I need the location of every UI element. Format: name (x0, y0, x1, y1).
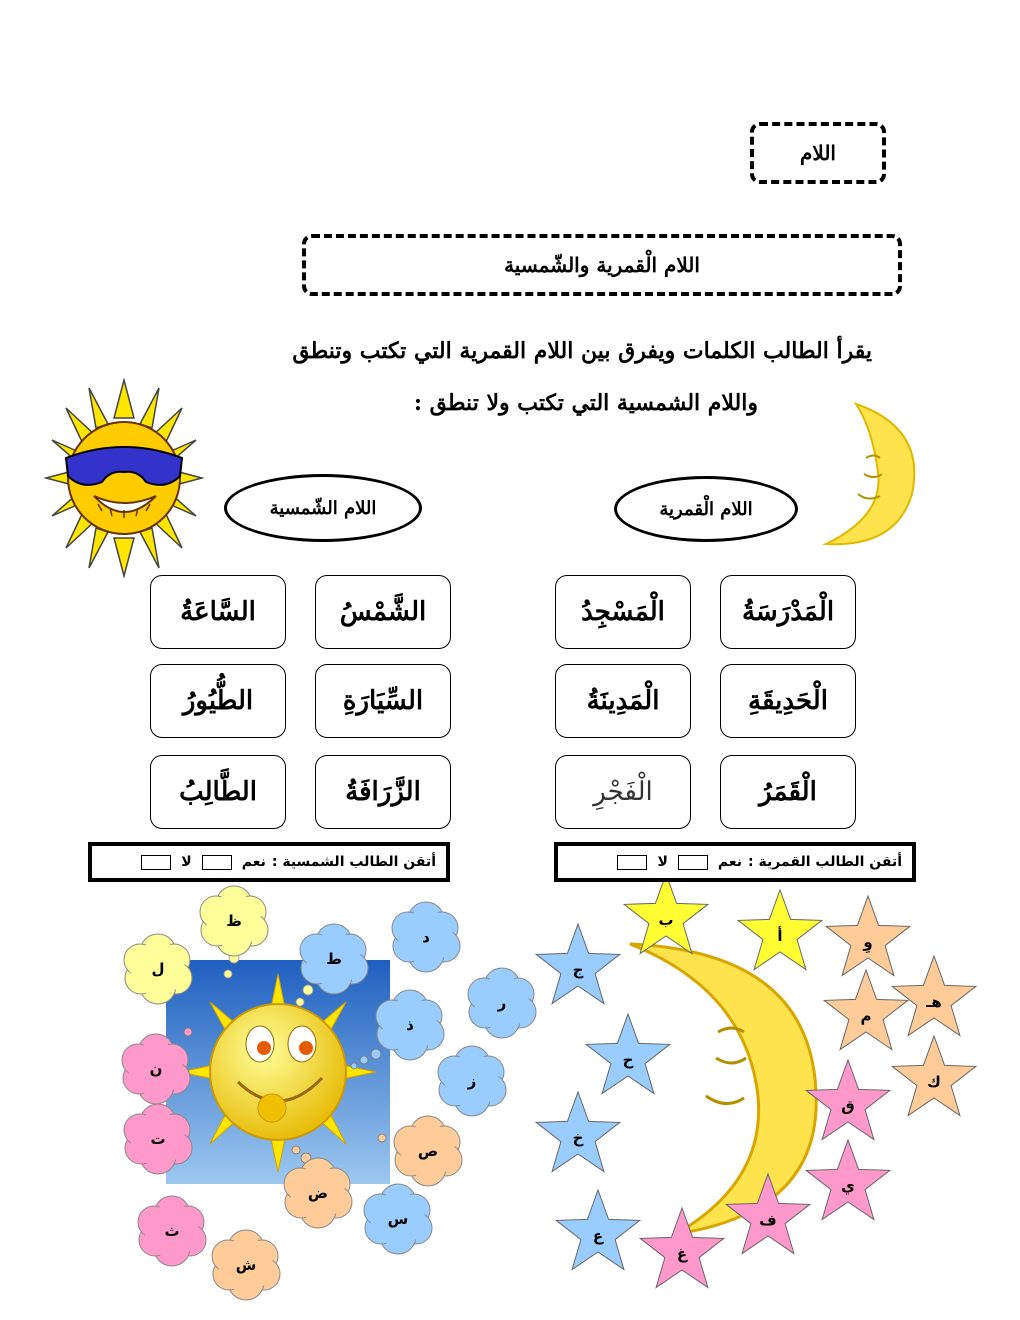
lesson-title: اللام (800, 141, 836, 165)
letter-star-label: ح (622, 1051, 634, 1069)
letter-cloud-label: ش (235, 1256, 257, 1274)
letter-star-label: ج (572, 961, 584, 979)
moon-word-4: الْمَدِينَةُ (555, 664, 691, 738)
sun-clouds-illustration (110, 882, 550, 1302)
letter-star-label: خ (572, 1129, 584, 1147)
letter-cloud-label: ظ (226, 912, 242, 930)
moon-evaluation-bar (554, 842, 916, 882)
letter-star (536, 924, 620, 1004)
letter-star-label: م (860, 1007, 872, 1025)
letter-cloud-label: ط (326, 950, 342, 968)
letter-star (586, 1014, 670, 1094)
letter-cloud-label: ز (467, 1072, 477, 1090)
letter-cloud-label: ض (307, 1184, 329, 1202)
moon-word-5: الْقَمَرُ (720, 755, 856, 829)
moon-stars-illustration (530, 882, 990, 1302)
letter-cloud-label: ص (417, 1142, 439, 1160)
sun-word-5: الزَّرَافَةُ (315, 755, 451, 829)
moon-word-3: الْحَدِيقَةِ (720, 664, 856, 738)
letter-star-label: هـ (926, 993, 942, 1011)
letter-cloud-label: ل (151, 960, 165, 978)
letter-star-label: ع (592, 1227, 604, 1245)
letter-star (824, 970, 908, 1050)
sun-word-6: الطَّالِبُ (150, 755, 286, 829)
sun-word-4: الطُّيُورُ (150, 664, 286, 738)
instruction-line-1: يقرأ الطالب الكلمات ويفرق بين اللام القمرية التي تكتب وتنطق (292, 338, 872, 364)
letter-star-label: وِ (863, 933, 873, 951)
moon-eval-yes-label: نعم (717, 854, 743, 870)
letter-star-label: ي (841, 1177, 855, 1195)
letter-star-label: أ (777, 927, 783, 945)
letter-star (892, 1036, 976, 1116)
moon-eval-no-checkbox[interactable] (617, 855, 647, 870)
sun-eval-label: أتقن الطالب الشمسية : (271, 854, 436, 870)
letter-star-label: غ (676, 1245, 688, 1263)
letter-cloud (394, 1116, 462, 1186)
letter-star (556, 1190, 640, 1270)
letter-star (536, 1092, 620, 1172)
sun-sunglasses-icon (44, 378, 204, 578)
letter-cloud (392, 902, 460, 972)
letter-cloud (212, 1230, 280, 1300)
letter-star-label: ف (759, 1211, 777, 1229)
instruction-line-2: واللام الشمسية التي تكتب ولا تنطق : (413, 390, 758, 416)
sun-eval-yes-checkbox[interactable] (202, 855, 232, 870)
moon-eval-no-label: لا (657, 854, 668, 870)
crescent-moon-icon (808, 398, 918, 553)
letter-cloud-label: ذ (406, 1016, 414, 1034)
letter-cloud-label: س (387, 1210, 409, 1228)
letter-star (806, 1060, 890, 1140)
sun-word-3: السِّيَارَةِ (315, 664, 451, 738)
letter-star (892, 956, 976, 1036)
sun-eval-no-checkbox[interactable] (141, 855, 171, 870)
letter-cloud-label: ر (497, 994, 507, 1012)
letter-cloud-label: ت (150, 1130, 166, 1148)
letter-cloud-label: ن (149, 1060, 163, 1078)
topic-title: اللام الْقمرية والشّمسية (504, 253, 700, 277)
big-crescent-moon (630, 944, 816, 1234)
letter-cloud-label: ث (164, 1222, 180, 1240)
letter-cloud (364, 1184, 432, 1254)
lesson-title-box (750, 122, 886, 184)
moon-word-2: الْمَسْجِدُ (555, 575, 691, 649)
moon-letters-title: اللام الْقمرية (614, 476, 798, 542)
topic-title-box (302, 234, 902, 296)
letter-star (826, 896, 910, 976)
sun-eval-yes-label: نعم (241, 854, 266, 870)
sun-letters-title: اللام الشّمسية (224, 474, 422, 542)
letter-star-label: ك (927, 1073, 941, 1091)
letter-star-label: ق (841, 1097, 855, 1115)
letter-cloud (138, 1196, 206, 1266)
sun-word-2: السَّاعَةُ (150, 575, 286, 649)
letter-cloud (438, 1046, 506, 1116)
moon-eval-label: أتقن الطالب القمرية : (748, 854, 902, 870)
sun-word-1: الشَّمْسُ (315, 575, 451, 649)
letter-cloud-label: د (422, 928, 430, 946)
letter-star (738, 890, 822, 970)
letter-cloud (200, 886, 268, 956)
moon-word-6: الْفَجْرِ (555, 755, 691, 829)
letter-star (806, 1140, 890, 1220)
sun-evaluation-bar (88, 842, 450, 882)
moon-eval-yes-checkbox[interactable] (678, 855, 708, 870)
moon-word-1: الْمَدْرَسَةُ (720, 575, 856, 649)
letter-cloud (468, 968, 536, 1038)
letter-star-label: ب (658, 911, 674, 929)
sun-eval-no-label: لا (181, 854, 192, 870)
